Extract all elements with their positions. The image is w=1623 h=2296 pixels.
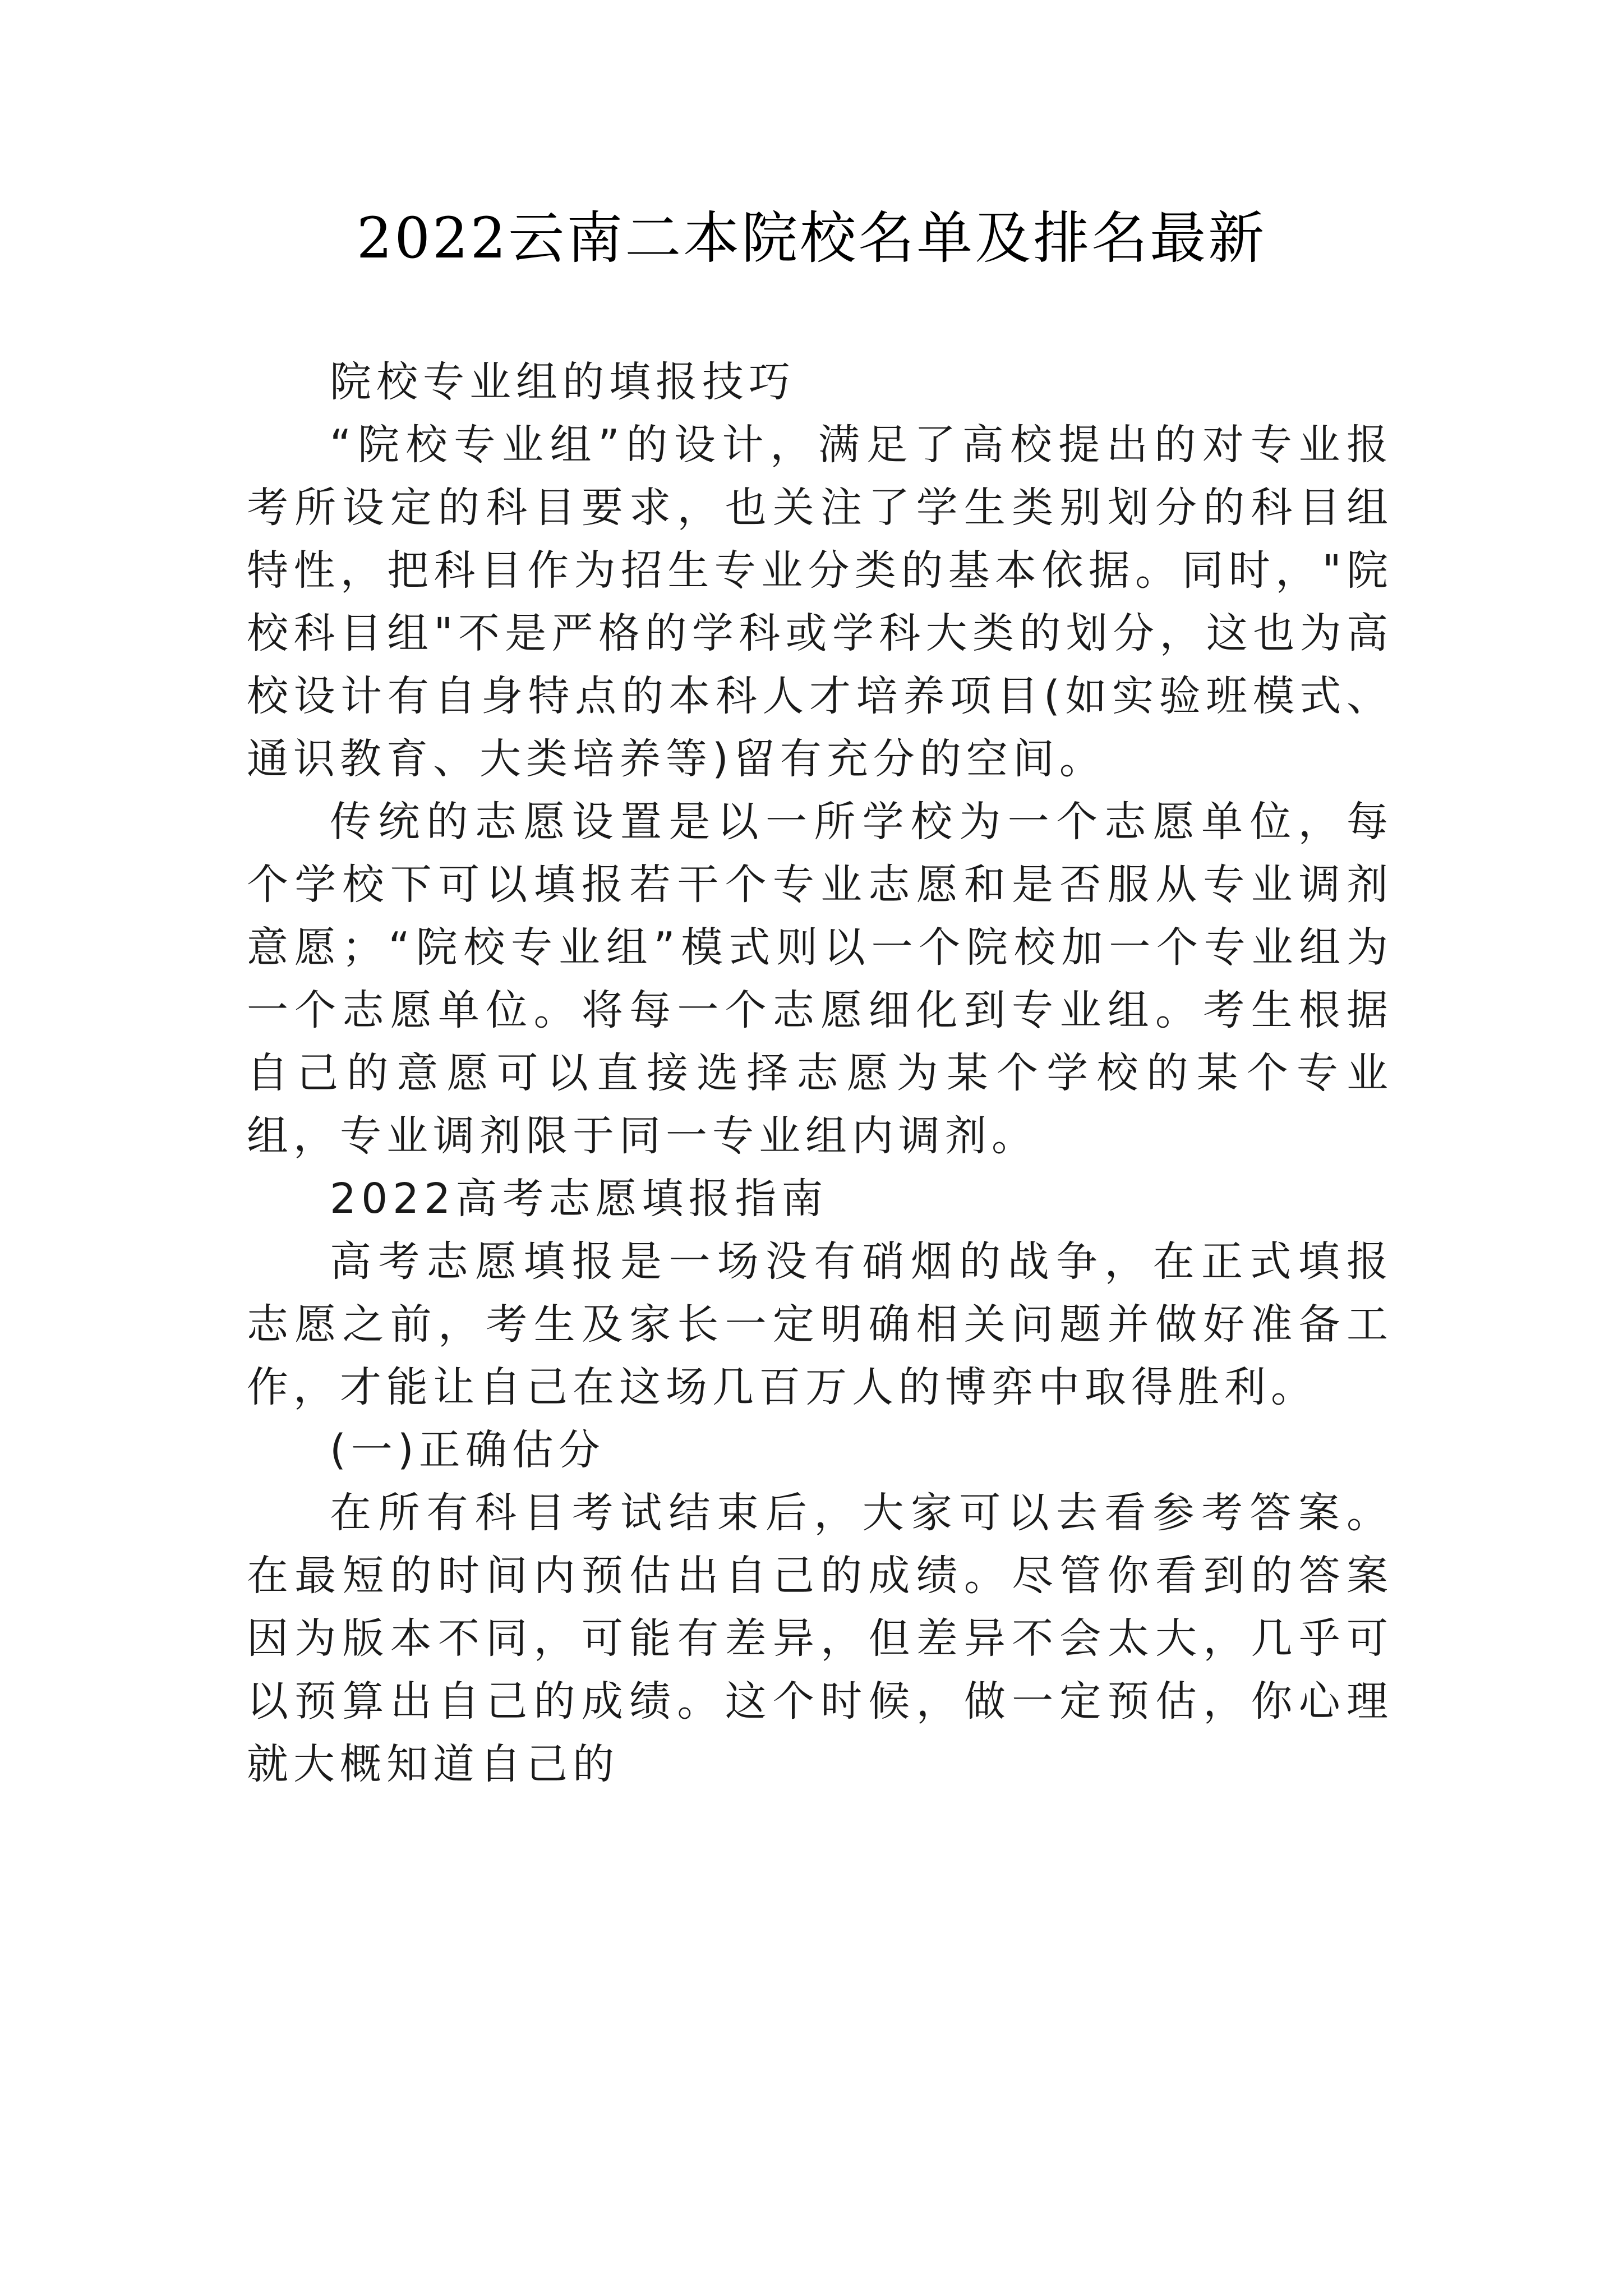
- paragraph: 在所有科目考试结束后，大家可以去看参考答案。在最短的时间内预估出自己的成绩。尽管你看到的答案因为版本不同，可能有差异，但差异不会太大，几乎可以预算出自己的成绩。这个时候，做一定预估，你心理就大概知道自己的: [247, 1489, 1393, 1788]
- document-title: 2022云南二本院校名单及排名最新: [356, 205, 1267, 271]
- subsection-heading: (一)正确估分: [330, 1426, 605, 1474]
- paragraph: 传统的志愿设置是以一所学校为一个志愿单位，每个学校下可以填报若干个专业志愿和是否服从专业调剂意愿；“院校专业组”模式则以一个院校加一个专业组为一个志愿单位。将每一个志愿细化到专业组。考生根据自己的意愿可以直接选择志愿为某个学校的某个专业组，专业调剂限于同一专业组内调剂。: [247, 798, 1393, 1160]
- paragraph: 高考志愿填报是一场没有硝烟的战争，在正式填报志愿之前，考生及家长一定明确相关问题并做好准备工作，才能让自己在这场几百万人的博弈中取得胜利。: [247, 1237, 1393, 1411]
- paragraph: “院校专业组”的设计，满足了高校提出的对专业报考所设定的科目要求，也关注了学生类别划分的科目组特性，把科目作为招生专业分类的基本依据。同时，"院校科目组"不是严格的学科或学科大类的划分，这也为高校设计有自身特点的本科人才培养项目(如实验班模式、通识教育、大类培养等)留有充分的空间。: [247, 421, 1393, 783]
- section-heading: 院校专业组的填报技巧: [330, 358, 795, 406]
- section-heading: 2022高考志愿填报指南: [330, 1175, 828, 1223]
- document-body: [247, 351, 1393, 1796]
